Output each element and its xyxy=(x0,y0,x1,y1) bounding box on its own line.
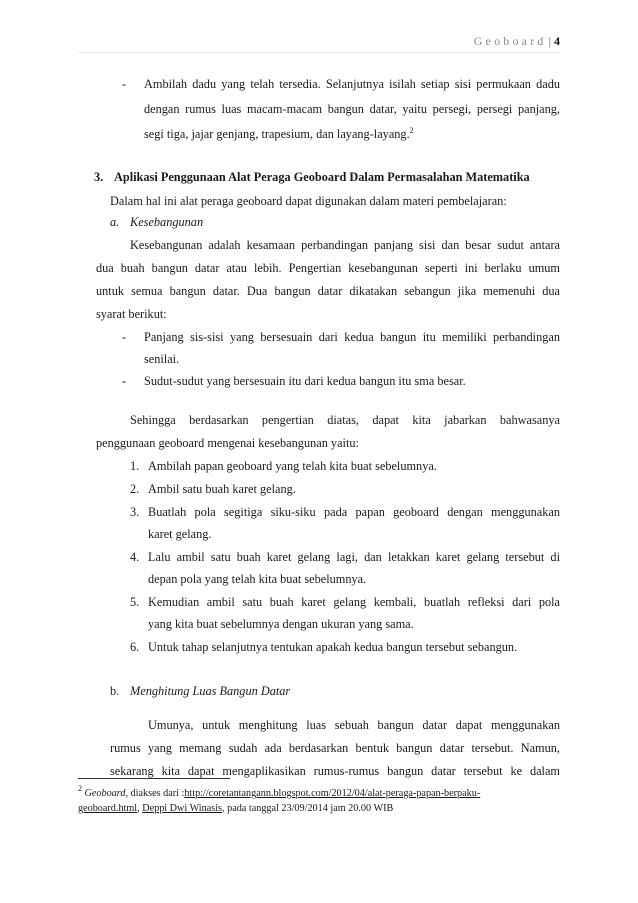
condition-line: Panjang sis-sisi yang bersesuain dari kedua bangun itu memiliki perbandingan xyxy=(144,330,560,344)
step-number: 4. xyxy=(130,550,140,564)
step-number: 6. xyxy=(130,640,140,654)
step-number: 1. xyxy=(130,459,140,473)
step-number: 5. xyxy=(130,595,140,609)
page-number: 4 xyxy=(554,34,560,48)
paragraph-line: untuk semua bangun datar. Dua bangun datar dikatakan sebangun jika memenuhi dua xyxy=(96,284,560,298)
step-line: Untuk tahap selanjutnya tentukan apakah kedua bangun tersebut sebangun. xyxy=(148,640,518,654)
step-number: 3. xyxy=(130,505,140,519)
paragraph-line: Kesebangunan adalah kesamaan perbandingan panjang sisi dan besar sudut antara xyxy=(130,238,560,252)
header-title: Geoboard xyxy=(473,34,547,48)
footnote-url-link[interactable]: geoboard.html xyxy=(78,803,138,814)
paragraph-line: penggunaan geoboard mengenai kesebangunan yaitu: xyxy=(96,436,359,450)
footnote-number: 2 xyxy=(78,784,82,793)
footnote xyxy=(78,784,481,801)
footnote-text: , diakses dari : xyxy=(125,788,185,799)
paragraph-line xyxy=(144,126,414,142)
subsection-label: a. xyxy=(110,215,120,229)
paragraph-line: sekarang kita dapat mengaplikasikan rumus-rumus bangun datar tersebut ke dalam xyxy=(110,764,560,778)
footnote-text: , pada tanggal 23/09/2014 jam 20.00 WIB xyxy=(222,803,394,814)
paragraph-line: Sehingga berdasarkan pengertian diatas, dapat kita jabarkan bahwasanya xyxy=(130,413,560,427)
subsection-title: Menghitung Luas Bangun Datar xyxy=(130,684,291,698)
section-intro: Dalam hal ini alat peraga geoboard dapat digunakan dalam materi pembelajaran: xyxy=(110,194,507,208)
footnote-text: , xyxy=(137,803,143,814)
footnote-ref: 2 xyxy=(409,126,414,135)
section-title: Aplikasi Penggunaan Alat Peraga Geoboard Dalam Permasalahan Matematika xyxy=(114,170,530,184)
bullet-dash: - xyxy=(122,77,127,91)
step-line: karet gelang. xyxy=(148,527,212,541)
paragraph-line: Umunya, untuk menghitung luas sebuah bangun datar dapat menggunakan xyxy=(148,718,560,732)
paragraph-line: dengan rumus luas macam-macam bangun datar, yaitu persegi, persegi panjang, xyxy=(144,102,560,116)
step-line: Kemudian ambil satu buah karet gelang kembali, buatlah refleksi dari pola xyxy=(148,595,560,609)
paragraph-text: segi tiga, jajar genjang, trapesium, dan layang-layang. xyxy=(144,127,410,141)
step-line: depan pola yang telah kita buat sebelumnya. xyxy=(148,572,367,586)
footnote-author: Deppi Dwi Winasis xyxy=(142,803,222,814)
paragraph-line: dua buah bangun datar atau lebih. Pengertian kesebangunan seperti ini berlaku umum xyxy=(96,261,560,275)
footnote-url-link[interactable]: http://coretantangann.blogspot.com/2012/04/alat-peraga-papan-berpaku- xyxy=(184,788,481,799)
footnote-continued xyxy=(78,802,393,816)
step-line: Buatlah pola segitiga siku-siku pada papan geoboard dengan menggunakan xyxy=(148,505,560,519)
bullet-dash: - xyxy=(122,374,127,388)
footnote-rule xyxy=(78,778,230,779)
header-rule xyxy=(78,52,560,53)
step-line: Lalu ambil satu buah karet gelang lagi, dan letakkan karet gelang tersebut di xyxy=(148,550,560,564)
paragraph-line: syarat berikut: xyxy=(96,307,167,321)
step-line: Ambil satu buah karet gelang. xyxy=(148,482,296,496)
step-line: Ambilah papan geoboard yang telah kita buat sebelumnya. xyxy=(148,459,437,473)
footnote-source-title: Geoboard xyxy=(84,788,126,799)
bullet-dash: - xyxy=(122,330,127,344)
condition-line: senilai. xyxy=(144,352,180,366)
paragraph-line: Ambilah dadu yang telah tersedia. Selanjutnya isilah setiap sisi permukaan dadu xyxy=(144,77,560,91)
header-separator: | xyxy=(548,34,551,48)
paragraph-line: rumus yang memang sudah ada berdasarkan bentuk bangun datar tersebut. Namun, xyxy=(110,741,560,755)
running-header xyxy=(474,34,560,49)
condition-line: Sudut-sudut yang bersesuain itu dari kedua bangun itu sma besar. xyxy=(144,374,466,388)
subsection-label: b. xyxy=(110,684,120,698)
subsection-title: Kesebangunan xyxy=(130,215,204,229)
section-number: 3. xyxy=(94,170,104,184)
step-number: 2. xyxy=(130,482,140,496)
step-line: yang kita buat sebelumnya dengan ukuran yang sama. xyxy=(148,617,414,631)
